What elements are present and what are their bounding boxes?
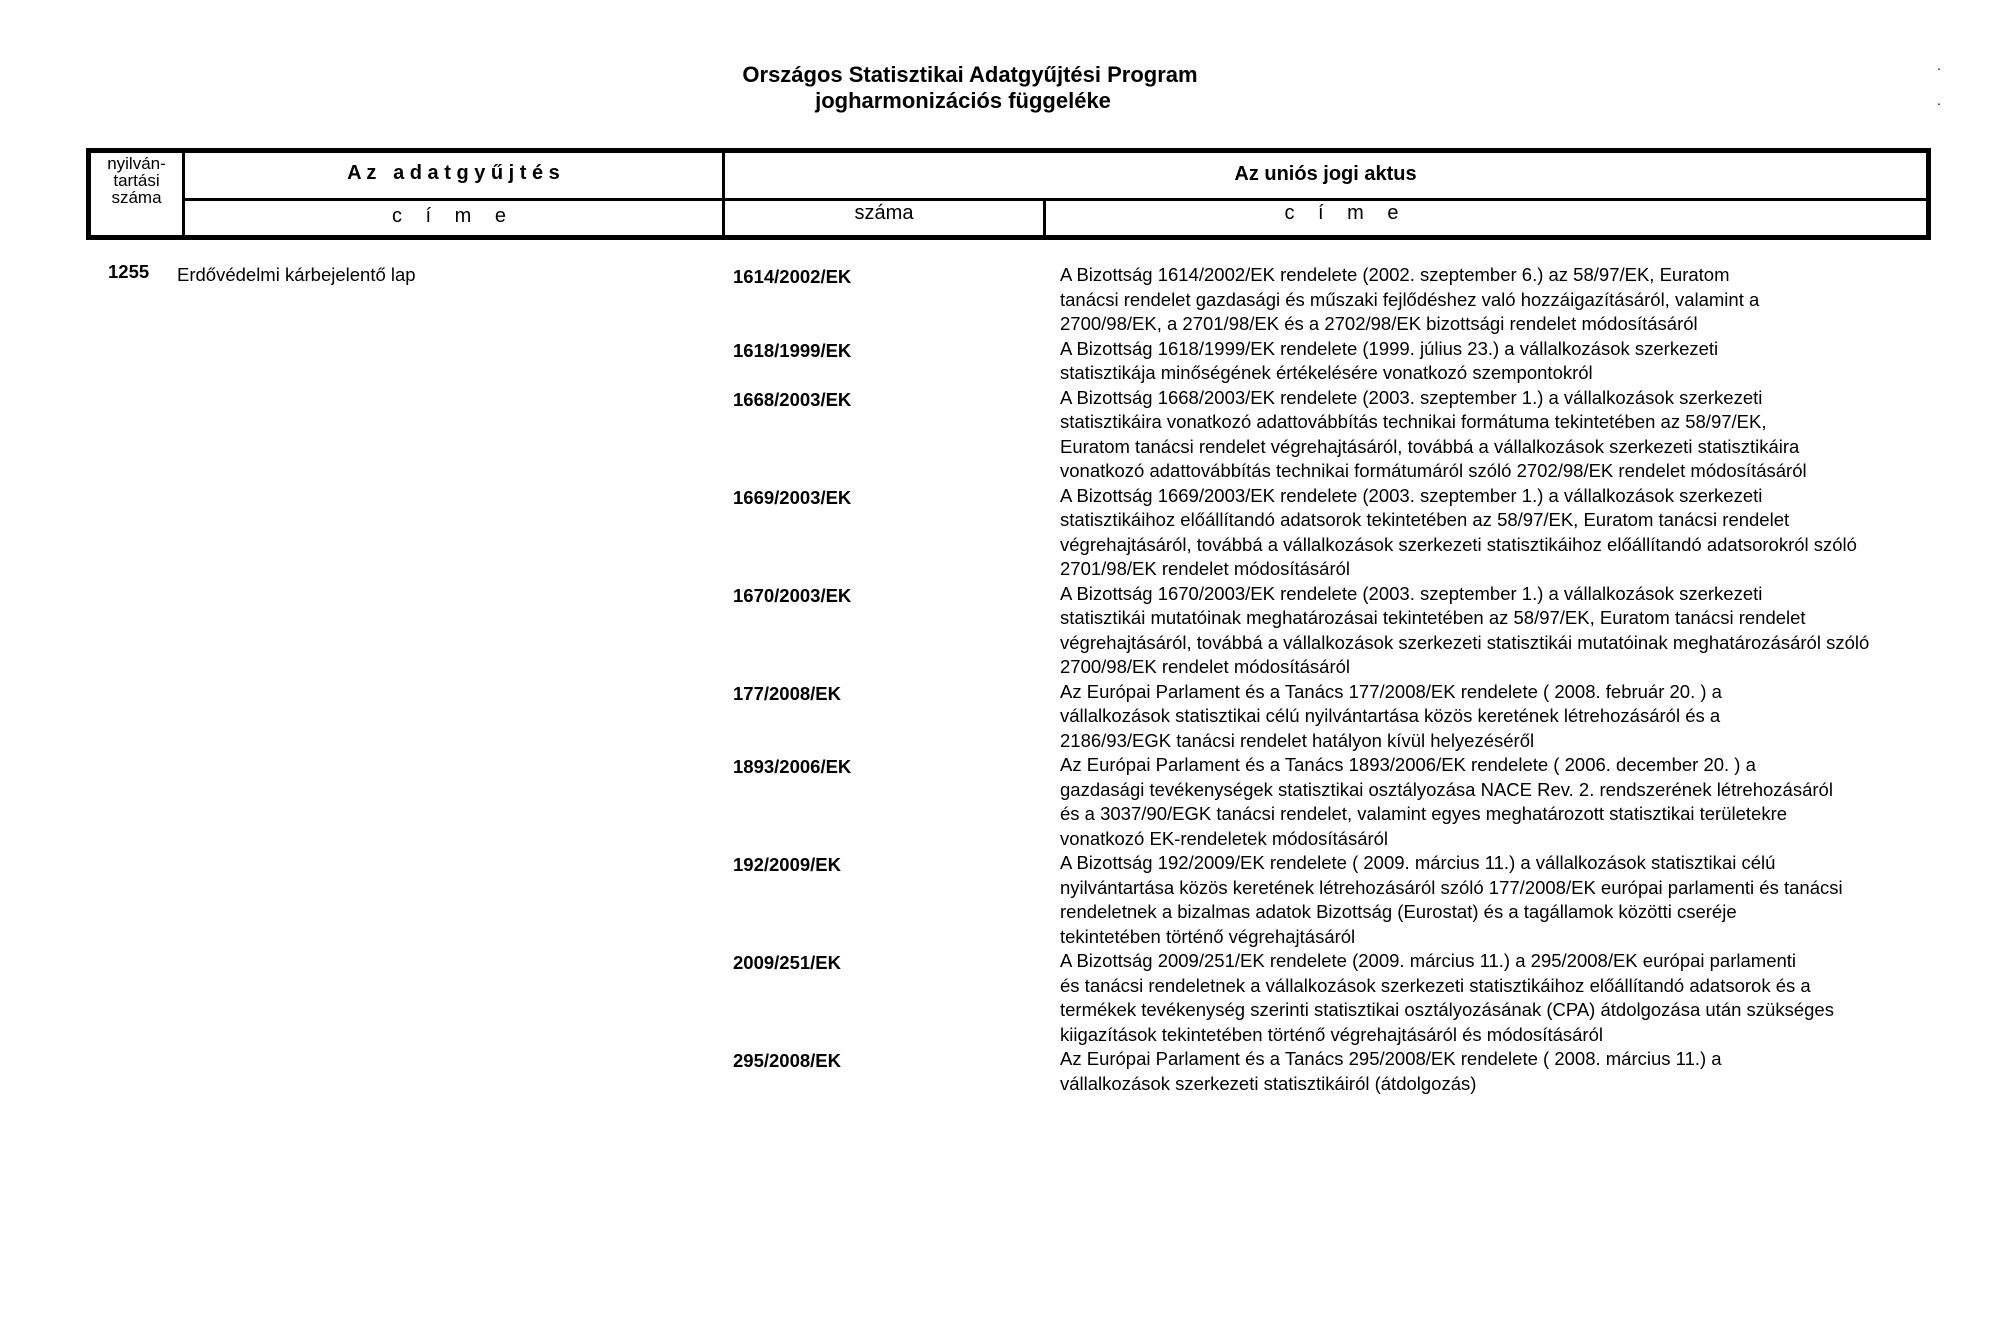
act-title-line: 2186/93/EGK tanácsi rendelet hatályon kívül helyezéséről (1060, 729, 1535, 751)
table-header (86, 148, 1931, 240)
act-title-line: tekintetében történő végrehajtásáról (1060, 925, 1356, 947)
act-title-line: statisztikáihoz előállítandó adatsorok tekintetében az 58/97/EK, Euratom tanácsi rendelet (1060, 509, 1790, 530)
eu-act-title-header: c í m e (1284, 202, 1408, 224)
act-number: 295/2008/EK (733, 1050, 842, 1071)
act-title-line: A Bizottság 2009/251/EK rendelete (2009. március 11.) a 295/2008/EK európai parlamenti (1060, 950, 1797, 971)
act-title-line: nyilvántartása közös keretének létrehozásáról szóló 177/2008/EK európai parlamenti és tanácsi (1060, 876, 1843, 898)
act-title-line: és tanácsi rendeletnek a vállalkozások szerkezeti statisztikáihoz előállítandó adatsorok és a (1060, 974, 1811, 996)
act-number: 1614/2002/EK (733, 266, 852, 287)
act-title-line: Az Európai Parlament és a Tanács 177/2008/EK rendelete ( 2008. február 20. ) a (1060, 680, 1722, 702)
act-number: 192/2009/EK (733, 854, 842, 875)
act-number: 1893/2006/EK (733, 756, 852, 777)
eu-act-group-header: Az uniós jogi aktus (1234, 163, 1417, 185)
margin-mark: . (1937, 57, 1941, 73)
act-title-line: vállalkozások szerkezeti statisztikáiról (átdolgozás) (1060, 1072, 1477, 1094)
act-title-line: statisztikáira vonatkozó adattovábbítás technikai formátuma tekintetében az 58/97/EK, (1060, 411, 1767, 432)
act-title-line: A Bizottság 1668/2003/EK rendelete (2003. szeptember 1.) a vállalkozások szerkezeti (1060, 386, 1763, 408)
eu-act-number-header: száma (854, 202, 914, 224)
act-title-line: A Bizottság 1614/2002/EK rendelete (2002. szeptember 6.) az 58/97/EK, Euratom (1060, 264, 1730, 285)
act-title-line: kiigazítások tekintetében történő végrehajtásáról és módosításáról (1060, 1023, 1603, 1045)
collection-title-header: c í m e (391, 205, 515, 227)
act-number: 2009/251/EK (733, 952, 842, 973)
act-title-line: tanácsi rendelet gazdasági és műszaki fejlődéshez való hozzáigazításáról, valamint a (1060, 288, 1760, 310)
act-title-line: Az Európai Parlament és a Tanács 1893/2006/EK rendelete ( 2006. december 20. ) a (1060, 754, 1756, 775)
act-title-line: 2701/98/EK rendelet módosításáról (1060, 558, 1351, 579)
page-title (0, 62, 1990, 114)
registry-number-header (91, 155, 182, 206)
act-number: 1670/2003/EK (733, 584, 852, 606)
act-title-line: gazdasági tevékenységek statisztikai osztályozása NACE Rev. 2. rendszerének létrehozásáról (1060, 778, 1833, 800)
registry-number: 1255 (108, 261, 150, 282)
act-title-line: vállalkozások statisztikai célú nyilvántartása közös keretének létrehozásáról és a (1060, 705, 1721, 726)
act-title-line: és a 3037/90/EGK tanácsi rendelet, valamint egyes meghatározott statisztikai területekre (1060, 803, 1788, 824)
act-number: 1618/1999/EK (733, 339, 852, 361)
header-text: nyilván- (107, 154, 166, 173)
margin-mark: . (1937, 92, 1941, 108)
act-title-line: termékek tevékenység szerinti statisztikai osztályozásának (CPA) átdolgozása után szükséges (1060, 999, 1834, 1020)
act-title-line: A Bizottság 1670/2003/EK rendelete (2003. szeptember 1.) a vállalkozások szerkezeti (1060, 582, 1763, 604)
act-title-line: A Bizottság 192/2009/EK rendelete ( 2009. március 11.) a vállalkozások statisztikai célú (1060, 852, 1776, 873)
header-divider (182, 198, 1926, 201)
act-title-line: A Bizottság 1618/1999/EK rendelete (1999. július 23.) a vállalkozások szerkezeti (1060, 337, 1719, 359)
act-title-line: statisztikája minőségének értékelésére vonatkozó szempontokról (1060, 362, 1593, 383)
act-title-line: Az Európai Parlament és a Tanács 295/2008/EK rendelete ( 2008. március 11.) a (1060, 1048, 1722, 1069)
header-text: száma (111, 188, 162, 207)
collection-group-header: A z a d a t g y ű j t é s (347, 162, 560, 184)
title-line-2: jogharmonizációs függeléke (815, 88, 1111, 113)
collection-title: Erdővédelmi kárbejelentő lap (177, 264, 416, 285)
act-title-line: vonatkozó adattovábbítás technikai formátumáról szóló 2702/98/EK rendelet módosításáról (1060, 460, 1807, 481)
act-title-line: vonatkozó EK-rendeletek módosításáról (1060, 827, 1389, 849)
header-text: tartási (113, 171, 160, 190)
act-title-line: rendeletnek a bizalmas adatok Bizottság (Eurostat) és a tagállamok közötti cseréje (1060, 901, 1737, 922)
act-title-line: statisztikái mutatóinak meghatározásai tekintetében az 58/97/EK, Euratom tanácsi rendelet (1060, 607, 1806, 628)
act-title-line: 2700/98/EK, a 2701/98/EK és a 2702/98/EK bizottsági rendelet módosításáról (1060, 313, 1698, 334)
act-title-line: végrehajtásáról, továbbá a vállalkozások szerkezeti statisztikáihoz előállítandó adatsorokról szóló (1060, 533, 1857, 555)
title-line-1: Országos Statisztikai Adatgyűjtési Program (742, 62, 1198, 87)
act-number: 177/2008/EK (733, 682, 842, 704)
act-title-line: A Bizottság 1669/2003/EK rendelete (2003. szeptember 1.) a vállalkozások szerkezeti (1060, 484, 1763, 506)
act-title-line: Euratom tanácsi rendelet végrehajtásáról, továbbá a vállalkozások szerkezeti statisztikáira (1060, 435, 1800, 457)
act-title-line: 2700/98/EK rendelet módosításáról (1060, 656, 1351, 677)
act-title-line: végrehajtásáról, továbbá a vállalkozások szerkezeti statisztikái mutatóinak meghatározásáról szóló (1060, 631, 1870, 653)
act-number: 1668/2003/EK (733, 388, 852, 410)
act-number: 1669/2003/EK (733, 486, 852, 508)
